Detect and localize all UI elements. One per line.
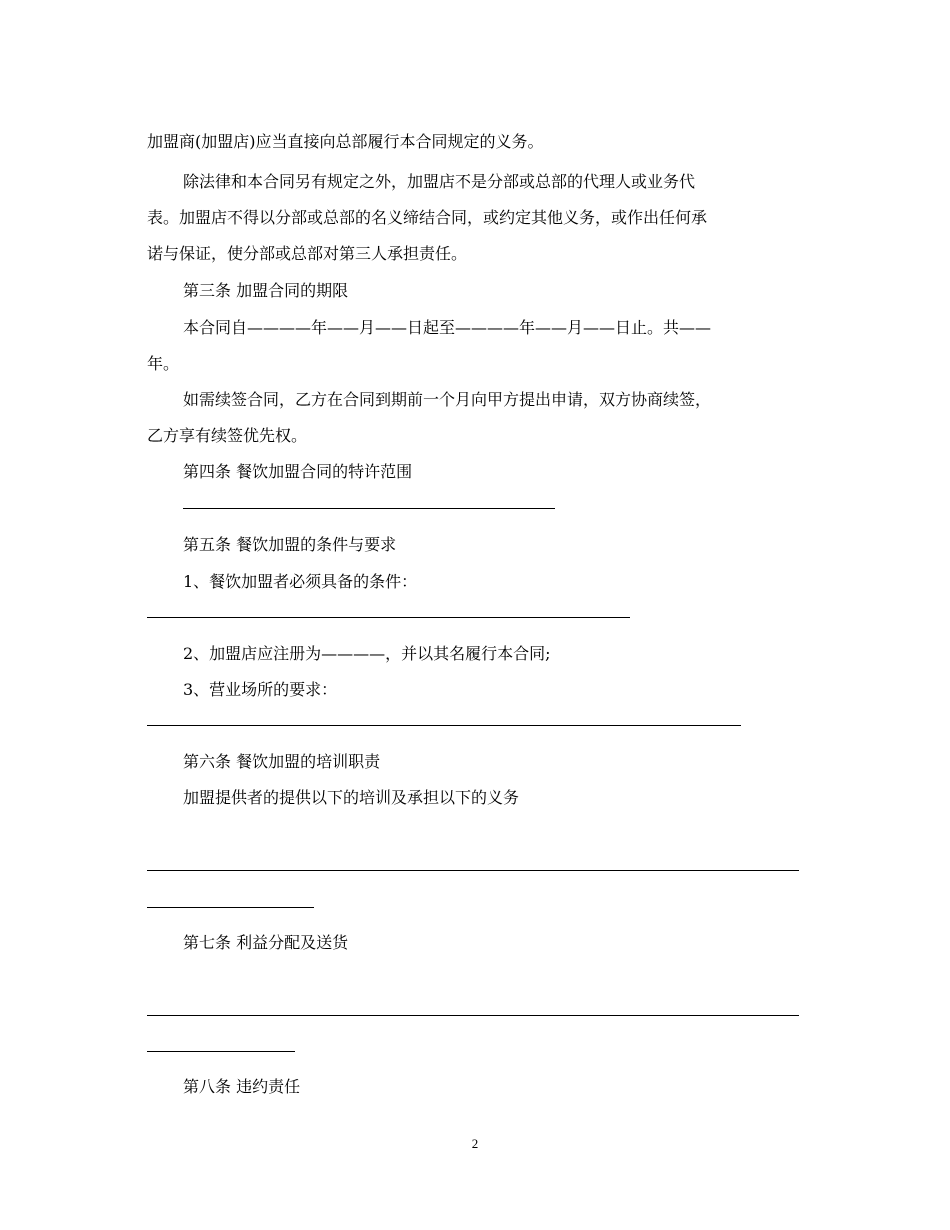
list-item: 2、加盟店应注册为————，并以其名履行本合同; [183,644,551,663]
paragraph-line: 诺与保证，使分部或总部对第三人承担责任。 [147,244,468,263]
list-item: 1、餐饮加盟者必须具备的条件： [183,572,418,591]
paragraph-line: 本合同自————年——月——日起至————年——月——日止。共—— [183,318,712,337]
blank-fill-line [147,1015,799,1016]
paragraph-line: 加盟提供者的提供以下的培训及承担以下的义务 [183,788,520,807]
blank-fill-line [147,1051,295,1052]
list-item: 3、营业场所的要求： [183,680,338,699]
page-number: 2 [471,1136,479,1151]
article-heading-7: 第七条 利益分配及送货 [183,933,349,952]
paragraph-line: 表。加盟店不得以分部或总部的名义缔结合同，或约定其他义务，或作出任何承 [147,208,708,227]
blank-fill-line [147,907,314,908]
paragraph-line: 加盟商(加盟店)应当直接向总部履行本合同规定的义务。 [147,132,544,151]
blank-fill-line [183,508,555,509]
article-heading-4: 第四条 餐饮加盟合同的特许范围 [183,462,413,481]
article-heading-3: 第三条 加盟合同的期限 [183,281,349,300]
paragraph-line: 乙方享有续签优先权。 [147,426,308,445]
article-heading-8: 第八条 违约责任 [183,1077,301,1096]
paragraph-line: 除法律和本合同另有规定之外，加盟店不是分部或总部的代理人或业务代 [183,172,696,191]
article-heading-6: 第六条 餐饮加盟的培训职责 [183,752,381,771]
paragraph-line: 年。 [147,354,180,373]
paragraph-line: 如需续签合同，乙方在合同到期前一个月向甲方提出申请，双方协商续签， [183,390,712,409]
blank-fill-line [147,617,630,618]
article-heading-5: 第五条 餐饮加盟的条件与要求 [183,535,397,554]
blank-fill-line [147,870,799,871]
blank-fill-line [147,725,741,726]
